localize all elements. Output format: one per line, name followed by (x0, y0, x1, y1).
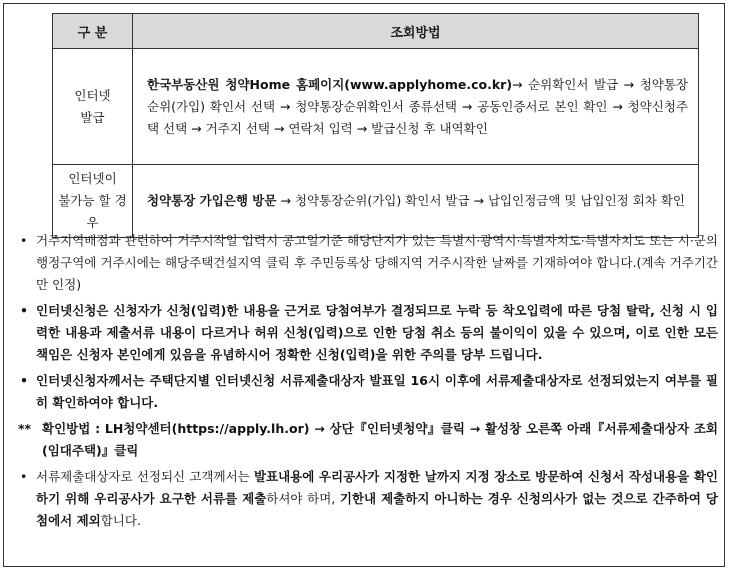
note-text: 인터넷신청자께서는 주택단지별 인터넷신청 서류제출대상자 발표일 16시 이후에 서류제출대상자로 선정되었는지 여부를 필히 확인하여야 합니다. (36, 373, 718, 410)
method-emphasis: 한국부동산원 청약Home 홈페이지(www.applyhome.co.kr) (147, 76, 513, 92)
bullet-mark: • (20, 469, 28, 484)
method-steps: → 청약통장순위(가입) 확인서 발급 → 납입인정금액 및 납입인정 회차 확인 (276, 193, 686, 208)
note-text-a: 서류제출대상자로 선정되신 고객께서는 (36, 469, 254, 484)
note-text-d: 기한내 제출하지 아니하는 경우 신청의사가 없는 것으로 간주하여 당첨에서 제외 (36, 491, 718, 528)
bullet-mark: • (20, 373, 28, 388)
row-label-line1: 인터넷이 (68, 171, 117, 186)
row-label-line2: 불가능 할 경우 (58, 193, 127, 230)
method-steps: → 순위확인서 발급 → 청약통장 순위(가입) 확인서 선택 → 청약통장순위확인서 종류선택 → 공동인증서로 본인 확인 → 청약신청주택 선택 → 거주지 선택 → 연락처 입력 → 발급신청 후 내역확인 (147, 76, 688, 136)
row-label (53, 49, 133, 165)
row-method (133, 165, 699, 238)
row-method (133, 49, 699, 165)
bullet-mark: • (20, 233, 28, 248)
note-text-c: 하셔야 하며, (266, 491, 340, 506)
note-text-b: 발표내용에 우리공사가 지정한 날까지 지정 장소로 방문하여 신청서 작성내용을 확인하기 위해 우리공사가 요구한 서류를 제출 (36, 469, 718, 506)
notes-section (18, 230, 718, 536)
row-label-line2: 발급 (80, 109, 105, 125)
note-text: 인터넷신청은 신청자가 신청(입력)한 내용을 근거로 당첨여부가 결정되므로 누락 등 착오입력에 따른 당첨 탈락, 신청 시 입력한 내용과 제출서류 내용이 다르거나 허위 신청(입력)으로 인한 당첨 취소 등의 불이익이 있을 수 있으며, 이로 인한 모든 책임은 신청자 본인에게 있음을 유념하시어 정확한 신청(입력)을 위한 주의를 당부 드립니다. (36, 303, 718, 362)
row-label-line1: 인터넷 (74, 87, 111, 103)
inquiry-method-table (52, 13, 699, 238)
note-document-target-check (18, 370, 718, 414)
table-row (53, 165, 699, 238)
note-text: 확인방법 : LH청약센터(https://apply.lh.or) → 상단『인터넷청약』클릭 → 활성창 오른쪽 아래『서류제출대상자 조회(임대주택)』클릭 (42, 421, 718, 458)
bullet-mark: • (20, 303, 28, 318)
star-mark: ** (18, 421, 32, 436)
note-text-e: 합니다. (100, 513, 141, 528)
note-text: 거주지역배점과 관련하여 거주시작일 입력시 공고일기준 해당단지가 있는 특별시·광역시·특별자치도·특별자치도 또는 시·군의 행정구역에 거주시에는 해당주택건설지역 클릭 후 주민등록상 당해지역 거주시작한 날짜를 기재하여야 합니다.(계속 거주기간만 인정) (36, 233, 718, 292)
table-row (53, 49, 699, 165)
note-document-submission (18, 466, 718, 532)
row-label (53, 165, 133, 238)
note-input-responsibility (18, 300, 718, 366)
note-residence-date (18, 230, 718, 296)
method-emphasis: 청약통장 가입은행 방문 (147, 193, 277, 208)
table-header-row (53, 14, 699, 49)
header-method: 조회방법 (133, 14, 699, 49)
header-category: 구 분 (53, 14, 133, 49)
note-check-method (18, 418, 718, 462)
